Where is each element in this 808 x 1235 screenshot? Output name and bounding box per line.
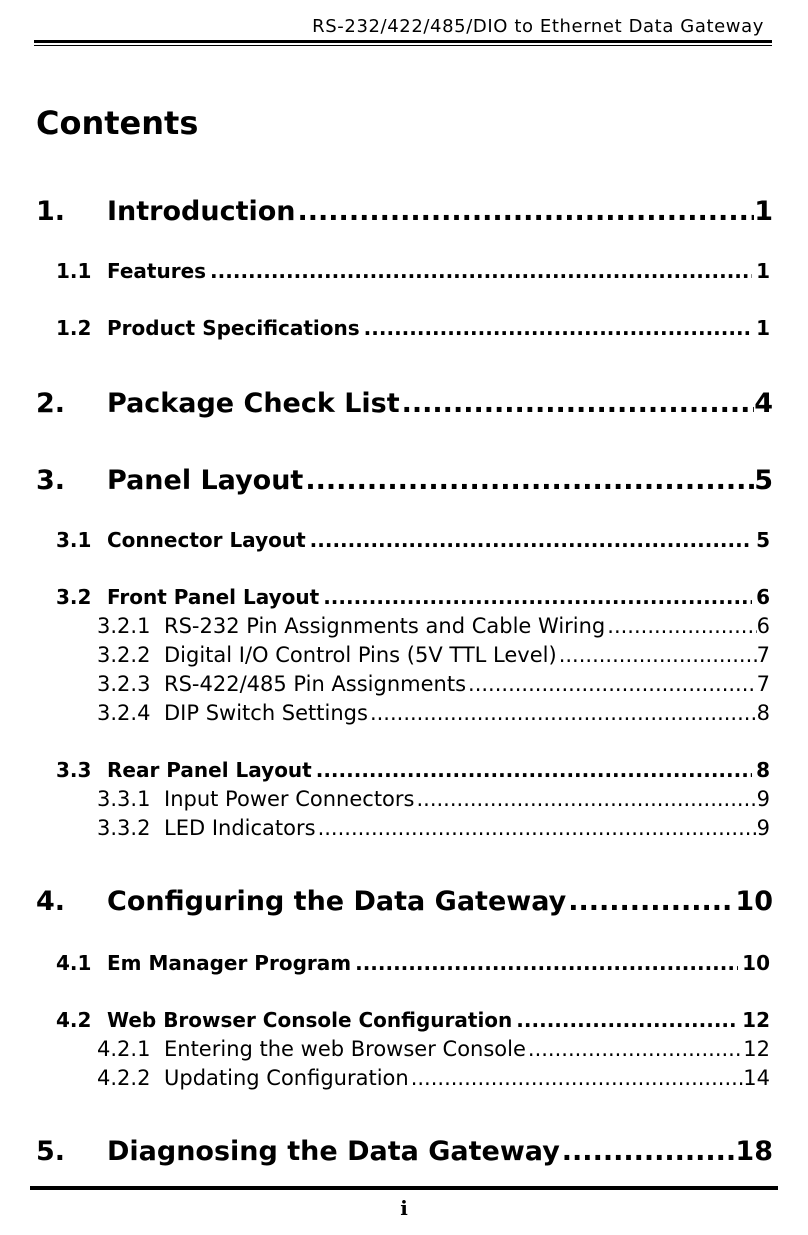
- toc-entry-1[interactable]: [0, 196, 808, 227]
- toc-entry-4-2-2[interactable]: [0, 1066, 808, 1090]
- toc-page: 9: [756, 787, 770, 811]
- toc-title: LED Indicators: [164, 816, 316, 840]
- toc-title: Package Check List: [107, 388, 400, 419]
- toc-leader: [318, 816, 757, 840]
- toc-title: Diagnosing the Data Gateway: [107, 1136, 560, 1167]
- toc-title: Connector Layout: [107, 528, 306, 552]
- toc-number: 3.1: [56, 528, 92, 552]
- toc-entry-2[interactable]: [0, 388, 808, 419]
- toc-title: RS-422/485 Pin Assignments: [164, 672, 467, 696]
- toc-number: 4.: [36, 886, 66, 917]
- toc-page: 6: [756, 614, 770, 638]
- toc-number: 3.2.4: [97, 701, 151, 725]
- toc-entry-4-2-1[interactable]: [0, 1037, 808, 1061]
- toc-number: 4.2: [56, 1008, 92, 1032]
- toc-number: 3.3: [56, 758, 92, 782]
- toc-number: 3.2.3: [97, 672, 151, 696]
- toc-number: 4.1: [56, 951, 92, 975]
- toc-number: 3.2.2: [97, 643, 151, 667]
- toc-leader: [323, 585, 752, 609]
- toc-entry-3-1[interactable]: [0, 528, 808, 552]
- toc-number: 1.: [36, 196, 66, 227]
- toc-entry-4-1[interactable]: [0, 951, 808, 975]
- toc-title: Em Manager Program: [107, 951, 352, 975]
- toc-entry-3-3-2[interactable]: [0, 816, 808, 840]
- toc-title: Input Power Connectors: [164, 787, 415, 811]
- toc-leader: [516, 1008, 738, 1032]
- toc-leader: [402, 388, 755, 419]
- toc-page: 10: [742, 951, 770, 975]
- contents-heading: Contents: [36, 104, 199, 142]
- toc-number: 3.2.1: [97, 614, 151, 638]
- toc-title: Updating Configuration: [164, 1066, 409, 1090]
- toc-page: 1: [754, 196, 773, 227]
- toc-entry-3-2-2[interactable]: [0, 643, 808, 667]
- toc-title: Digital I/O Control Pins (5V TTL Level): [164, 643, 557, 667]
- toc-page: 4: [754, 388, 773, 419]
- toc-leader: [568, 886, 735, 917]
- toc-title: Entering the web Browser Console: [164, 1037, 526, 1061]
- toc-number: 1.1: [56, 259, 92, 283]
- footer-rule: [30, 1186, 778, 1190]
- toc-page: 10: [735, 886, 773, 917]
- toc-entry-5[interactable]: [0, 1136, 808, 1167]
- toc-number: 3.3.2: [97, 816, 151, 840]
- toc-page: 8: [756, 701, 770, 725]
- toc-page: 6: [756, 585, 770, 609]
- toc-page: 14: [743, 1066, 770, 1090]
- toc-leader: [298, 196, 755, 227]
- toc-entry-3-2-1[interactable]: [0, 614, 808, 638]
- toc-leader: [559, 643, 757, 667]
- toc-number: 1.2: [56, 316, 92, 340]
- toc-title: Product Specifications: [107, 316, 360, 340]
- toc-title: Features: [107, 259, 207, 283]
- toc-number: 5.: [36, 1136, 66, 1167]
- toc-number: 4.2.1: [97, 1037, 151, 1061]
- toc-leader: [316, 758, 752, 782]
- toc-title: Web Browser Console Configuration: [107, 1008, 513, 1032]
- toc-page: 12: [742, 1008, 770, 1032]
- toc-leader: [562, 1136, 736, 1167]
- toc-leader: [310, 528, 752, 552]
- toc-page: 1: [756, 259, 770, 283]
- toc-entry-3-3-1[interactable]: [0, 787, 808, 811]
- toc-number: 3.2: [56, 585, 92, 609]
- toc-title: RS-232 Pin Assignments and Cable Wiring: [164, 614, 606, 638]
- toc-entry-3[interactable]: [0, 465, 808, 496]
- toc-page: 1: [756, 316, 770, 340]
- header-rule: [34, 40, 772, 46]
- toc-entry-3-2-4[interactable]: [0, 701, 808, 725]
- toc-entry-4[interactable]: [0, 886, 808, 917]
- toc-leader: [210, 259, 752, 283]
- toc-page: 5: [756, 528, 770, 552]
- toc-title: Configuring the Data Gateway: [107, 886, 567, 917]
- toc-entry-3-3[interactable]: [0, 758, 808, 782]
- footer-page-number: i: [400, 1196, 408, 1220]
- toc-title: Panel Layout: [107, 465, 304, 496]
- toc-number: 3.3.1: [97, 787, 151, 811]
- toc-entry-3-2-3[interactable]: [0, 672, 808, 696]
- toc-title: DIP Switch Settings: [164, 701, 368, 725]
- toc-number: 3.: [36, 465, 66, 496]
- toc-leader: [364, 316, 752, 340]
- toc-entry-1-1[interactable]: [0, 259, 808, 283]
- toc-entry-1-2[interactable]: [0, 316, 808, 340]
- toc-page: 7: [756, 643, 770, 667]
- toc-leader: [305, 465, 754, 496]
- toc-entry-4-2[interactable]: [0, 1008, 808, 1032]
- toc-number: 4.2.2: [97, 1066, 151, 1090]
- toc-leader: [370, 701, 757, 725]
- toc-title: Introduction: [107, 196, 296, 227]
- toc-entry-3-2[interactable]: [0, 585, 808, 609]
- toc-number: 2.: [36, 388, 66, 419]
- toc-leader: [528, 1037, 743, 1061]
- toc-page: 5: [754, 465, 773, 496]
- toc-page: 18: [735, 1136, 773, 1167]
- toc-leader: [607, 614, 756, 638]
- toc-leader: [355, 951, 738, 975]
- toc-leader: [416, 787, 756, 811]
- toc-leader: [468, 672, 757, 696]
- toc-leader: [411, 1066, 744, 1090]
- toc-page: 12: [743, 1037, 770, 1061]
- toc-page: 7: [756, 672, 770, 696]
- toc-page: 8: [756, 758, 770, 782]
- toc-title: Rear Panel Layout: [107, 758, 312, 782]
- toc-title: Front Panel Layout: [107, 585, 320, 609]
- running-header: RS-232/422/485/DIO to Ethernet Data Gateway: [312, 16, 764, 37]
- toc-page: 9: [756, 816, 770, 840]
